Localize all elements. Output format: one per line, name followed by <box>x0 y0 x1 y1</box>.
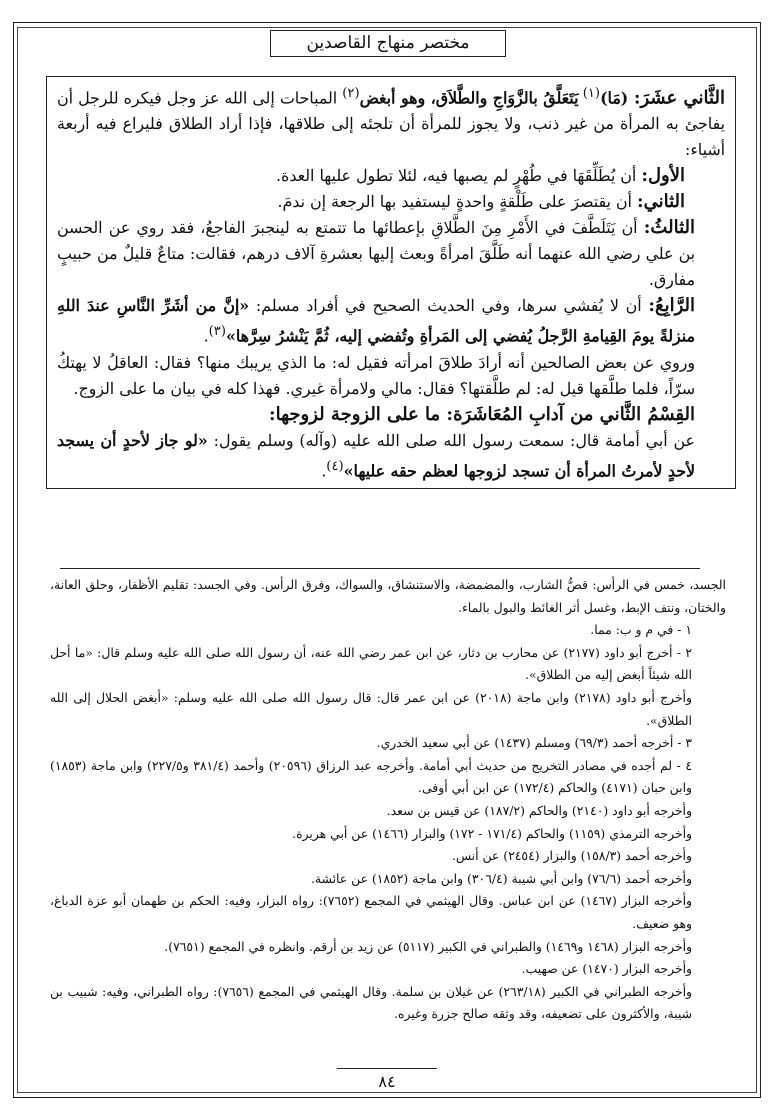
point-fourth: الرَّابِعُ: أن لا يُفشي سرها، وفي الحديث الصحيح في أفراد مسلم: «إنَّ من أشَرِّ النَّاسِ عندَ اللهِ منزلةً يومَ القِيامةِ الرَّجلُ يُفضي إلى المَرأةِ وتُفضي إليه، ثُمَّ يَنْشرُ سِرَّها»$^{(٣)}$. <box>57 295 695 346</box>
paragraph-story: وروي عن بعض الصالحين أنه أرادَ طلاقَ امرأته فقيل له: ما الذي يريبك منها؟ فقال: العاقلُ لا يهتكُ سرّاً، فلما طلَّقها قيل له: لم طلَّقتها؟ فقال: مالي ولامرأة غيري. فهذا كله في بيان ما على الزوج. <box>57 352 695 398</box>
footnote-line: ٣ - أخرجه أحمد (٦٩/٣) ومسلم (١٤٣٧) عن أبي سعيد الخدري. <box>376 735 692 751</box>
point-third: الثالثُ: أن يَتَلَطَّفَ في الأَمْرِ مِنَ الطَّلاقِ بإعطائها ما تتمتع به لينجبرَ الفاجعُ، فقد روي عن الحسن بن علي رضي الله عنهما أنه طَلَّقَ امرأةً وبعث إليها بعشرةِ آلاف درهم، فقالت: متاعٌ قليلٌ من حبيبٍ مفارق. <box>57 217 695 290</box>
footnote-line: وأخرجه أحمد (٧٦/٦) وابن أبي شيبة (٣٠٦/٤) وابن ماجة (١٨٥٢) عن عائشة. <box>310 870 692 886</box>
paragraph-hadith: عن أبي أمامة قال: سمعت رسول الله صلى الله عليه (وآله) وسلم يقول: «لو جاز لأحدٍ أن يسجد لأحدٍ لأمرتُ المرأة أن تسجد لزوجها لعظم حقه عليها»$^{(٤)}$. <box>57 430 695 480</box>
book-title: مختصر منهاج القاصدين <box>306 33 470 53</box>
footnote-line: ٢ - أخرج أبو داود (٢١٧٧) عن محارب بن دثار، عن ابن عمر رضي الله عنه، أن رسول الله صلى الله عليه وسلم قال: «ما أحل الله شيئاً أبغض إليه من الطلاق». <box>50 644 693 683</box>
hadith-quote: «لو جاز لأحدٍ أن يسجد لأحدٍ لأمرتُ المرأة أن تسجد لزوجها لعظم حقه عليها» <box>57 430 695 480</box>
footnote-line: وأخرج أبو داود (٢١٧٨) وابن ماجة (٢٠١٨) عن ابن عمر قال: قال رسول الله صلى الله عليه وسلم: «أبغض الحلال إلى الله الطلاق». <box>50 689 692 728</box>
footnote-line: وأخرجه الطبراني في الكبير (٢٦٣/١٨) عن غيلان بن سلمة. وقال الهيثمي في المجمع (٧٦٥٦): رواه الطبراني، وفيه: شبيب بن شيبة، والأكثرون على تضعيفه، وقد وثقه صالح جزرة وغيره. <box>50 983 692 1022</box>
point-first: الأول: أن يُطَلِّقَهَا في طُهْرٍ لم يصبها فيه، لئلا تطول عليها العدة. <box>276 165 685 187</box>
page-number-rule <box>337 1068 437 1069</box>
footnote-line: وأخرجه البزار (١٤٦٨ و١٤٦٩) والطبراني في الكبير (٥١١٧) عن زيد بن أرقم. وانظره في المجمع (٧٦٥١). <box>164 938 692 954</box>
footnote-ref-4: (٤) <box>326 458 344 474</box>
footnote-ref-1: (١) <box>578 86 601 101</box>
paragraph-twelfth: الثَّاني عشَرَ: (مَا)$^{(١)}$ يَتَعَلَّقُ بالزَّوَاجِ والطَّلاَق، وهو أبغض$^{(٢)}$ المباحات إلى الله عز وجل فيكره للرجل أن يفاجئ به المرأة من غير ذنب، ولا يجوز للمرأة أن تلجئه إلى طلاقها، فإذا أراد الطلاق فليراع فيه أربعة أشياء: <box>57 86 725 160</box>
point-second: الثاني: أن يقتصرَ على طَلْقةٍ واحدةٍ ليستفيد بها الرجعة إن ندمَ. <box>277 191 685 213</box>
footnote-ref-3: (٣) <box>208 324 226 340</box>
footnote-line: وأخرجه أبو داود (٢١٤٠) والحاكم (١٨٧/٢) عن قيس بن سعد. <box>386 802 692 818</box>
footnote-line: الجسد، خمس في الرأس: قصُّ الشارب، والمضمضة، والاستنشاق، والسواك، وفرق الرأس. وفي الجسد: تقليم الأظفار، وحلق العانة، والختان، ونتف الإبط، وغسل أثر الغائط والبول بالماء. <box>50 577 726 615</box>
main-text-box <box>46 76 736 489</box>
running-header <box>270 30 506 57</box>
hadith-quote: «إنَّ من أشَرِّ النَّاسِ عندَ اللهِ منزلةً يومَ القِيامةِ الرَّجلُ يُفضي إلى المَرأةِ وتُفضي إليه، ثُمَّ يَنْشرُ سِرَّها» <box>57 296 695 346</box>
section-heading: القِسْمُ الثَّاني من آدابِ المُعَاشَرَة: ما على الزوجة لزوجها: <box>268 403 695 425</box>
footnote-line: ١ - في م و ب: مما. <box>590 622 692 638</box>
footnote-line: وأخرجه أحمد (١٥٨/٣) والبزار (٢٤٥٤) عن أنس. <box>451 848 692 864</box>
footnote-separator <box>60 568 700 569</box>
footnotes <box>50 574 726 1026</box>
footnote-ref-2: (٢) <box>342 86 360 101</box>
page-number: ٨٤ <box>378 1072 396 1091</box>
footnote-line: وأخرجه البزار (١٤٦٧) عن ابن عباس. وقال الهيثمي في المجمع (٧٦٥٢): رواه البزار، وفيه: الحكم بن طهمان أبو عزة الدباغ، وهو ضعيف. <box>50 893 692 931</box>
footnote-line: وأخرجه الترمذي (١١٥٩) والحاكم (١٧١/٤ - ١٧٢) والبزار (١٤٦٦) عن أبي هريرة. <box>292 825 692 841</box>
footnote-line: وأخرجه البزار (١٤٧٠) عن صهيب. <box>521 961 692 977</box>
footnote-line: ٤ - لم أجده في مصادر التخريج من حديث أبي أمامة. وأخرجه عبد الرزاق (٢٠٥٩٦) وأحمد (٣٨١/٤ و٢٢٧/٥) وابن ماجة (١٨٥٣) وابن حبان (٤١٧١) والحاكم (١٧٢/٤) عن ابن أبي أوفى. <box>50 757 692 796</box>
paragraph-lead: الثَّاني عشَرَ: <box>633 87 725 109</box>
